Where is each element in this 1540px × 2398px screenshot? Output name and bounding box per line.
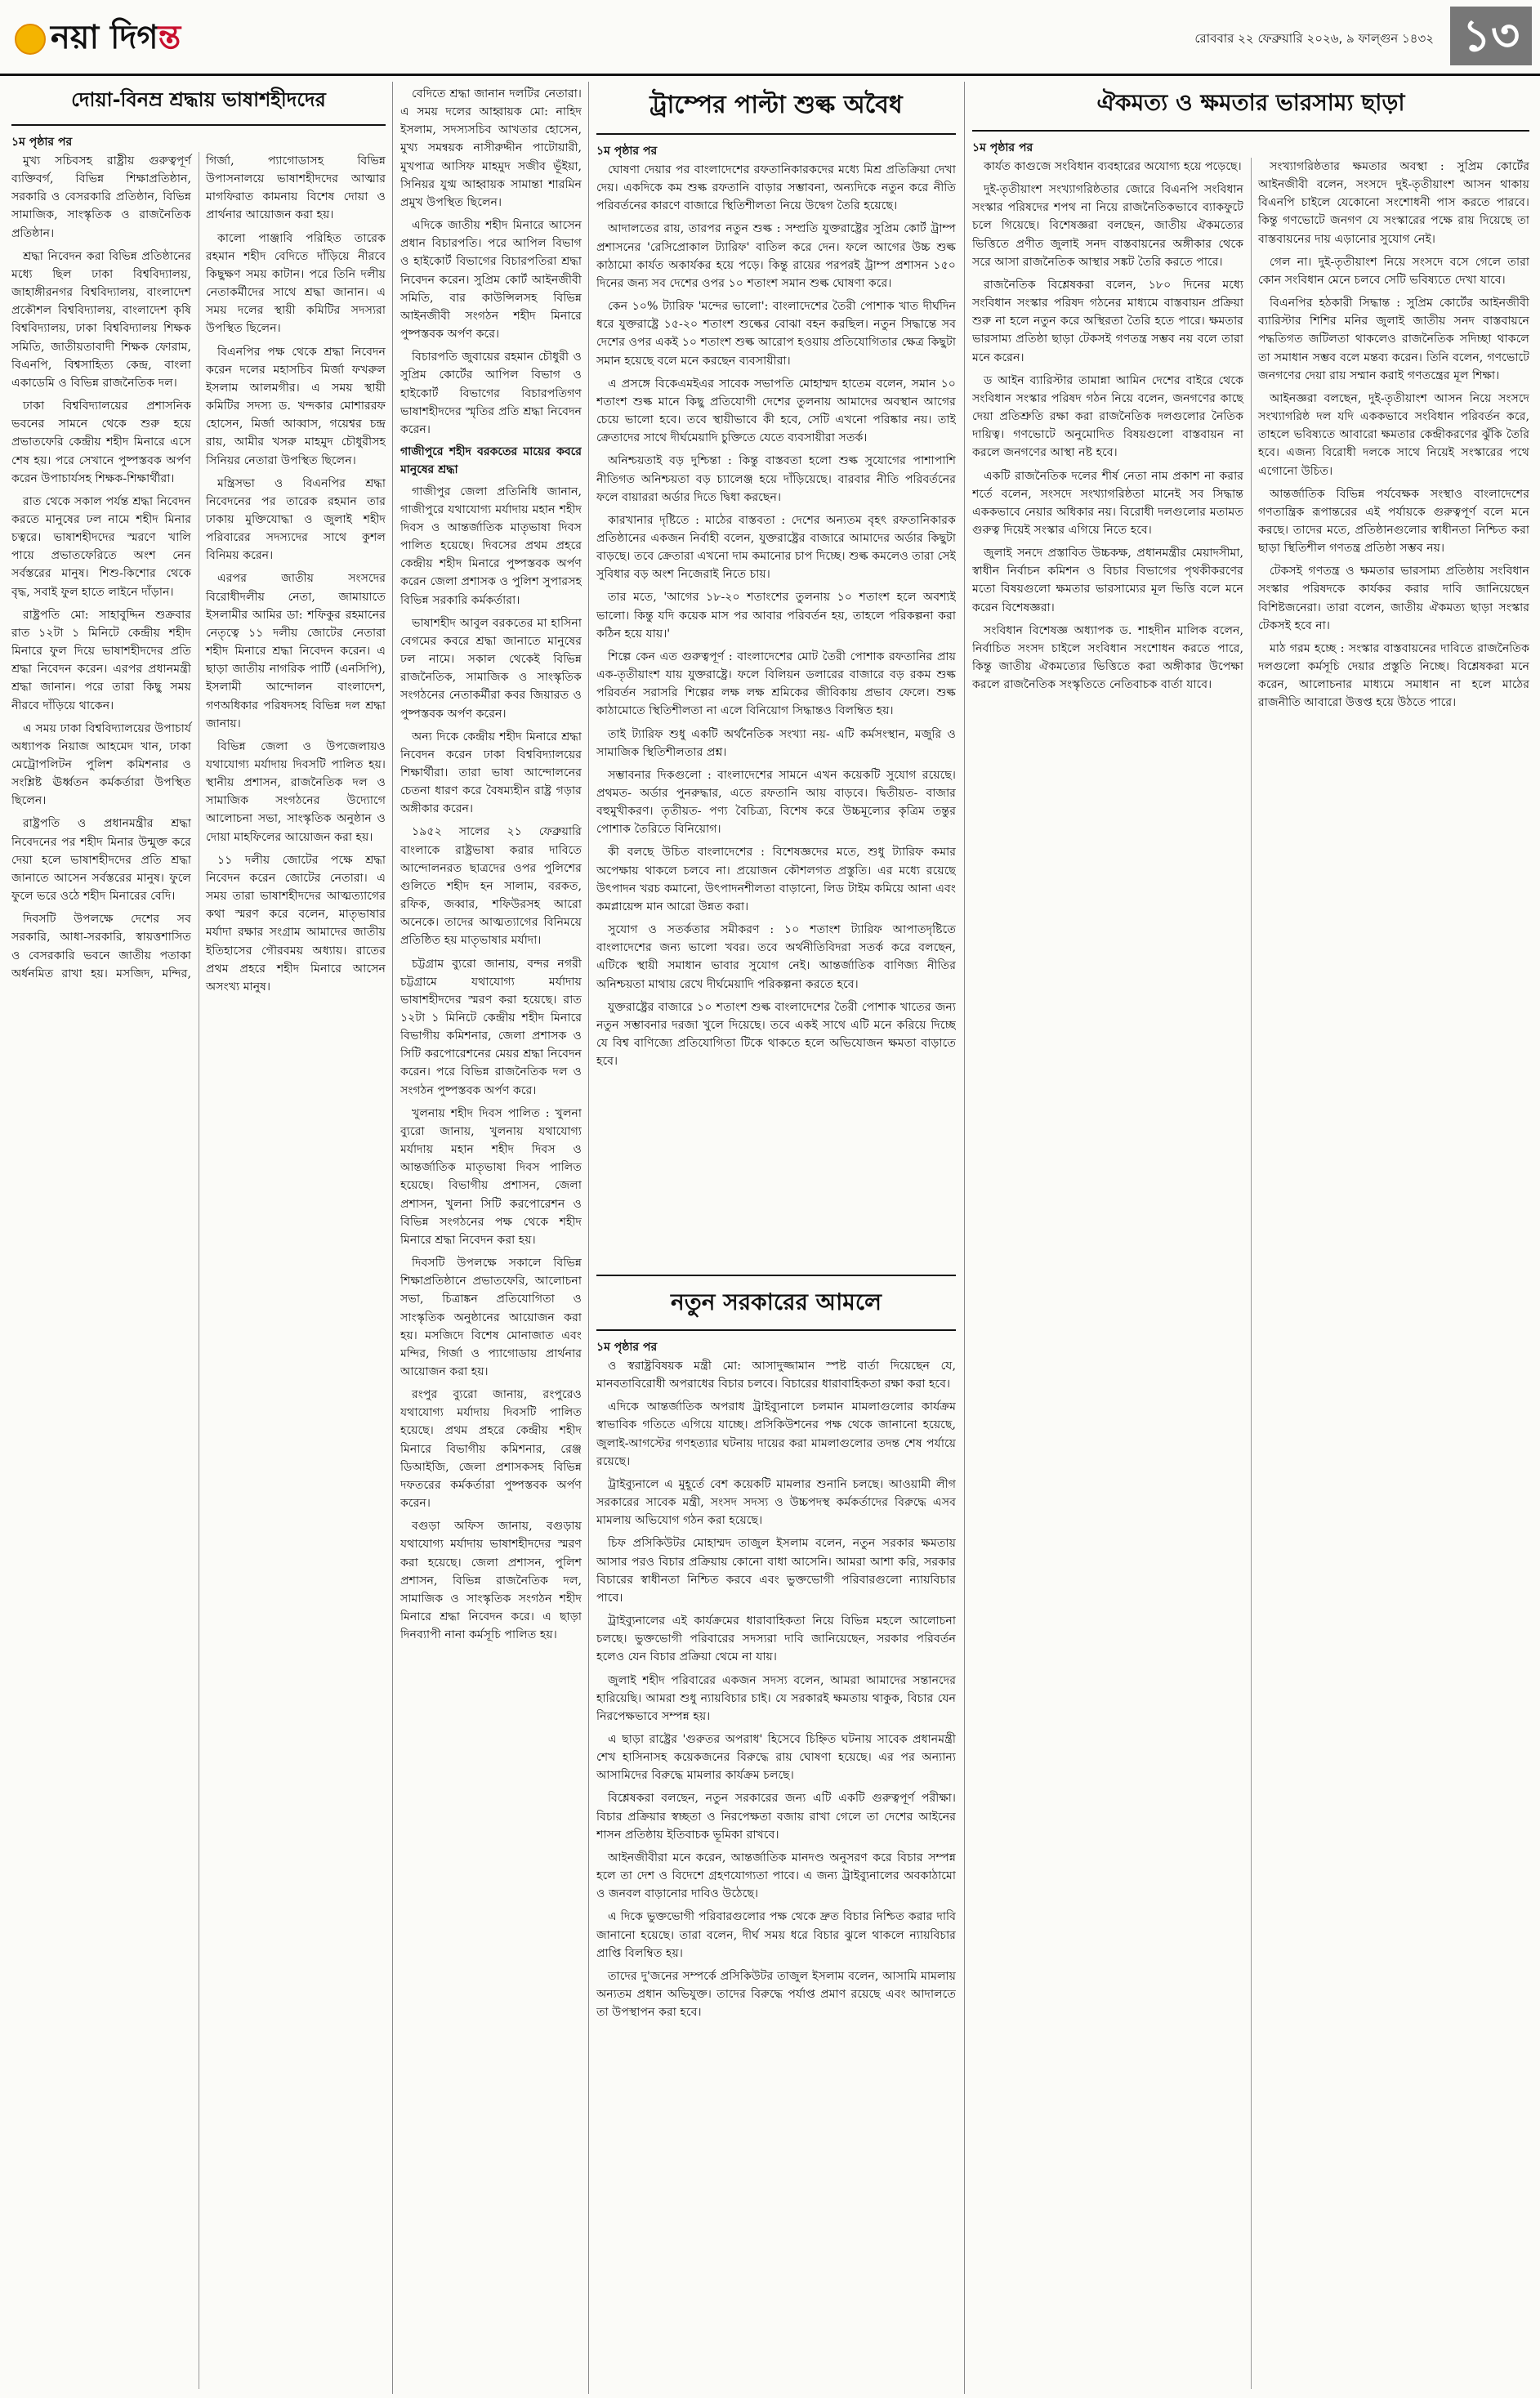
paragraph: আন্তর্জাতিক বিভিন্ন পর্যবেক্ষক সংস্থাও বাংলাদেশের গণতান্ত্রিক রূপান্তরের এই পর্যায়কে গুরুত্বপূর্ণ বলে মনে করছে। তাদের মতে, প্রতিষ্ঠানগুলোর স্বাধীনতা নিশ্চিত করা ছাড়া স্থিতিশীল গণতন্ত্র প্রতিষ্ঠা সম্ভব নয়। [1258,487,1529,556]
paragraph: অনিশ্চয়তাই বড় দুশ্চিন্তা : কিন্তু বাস্তবতা হলো শুল্ক সুযোগের পাশাপাশি নীতিগত অনিশ্চয়তা বড় চ্যালেঞ্জ হয়ে দাঁড়িয়েছে। বারবার নীতি পরিবর্তনের ফলে বায়াররা অর্ডার দিতে দ্বিধা করছেন। [596,454,956,504]
paragraph: রাষ্ট্রপতি মো: সাহাবুদ্দিন শুক্রবার রাত ১২টা ১ মিনিটে কেন্দ্রীয় শহীদ মিনারে ফুল দিয়ে ভাষাশহীদদের প্রতি শ্রদ্ধা নিবেদন করেন। এরপর প্রধানমন্ত্রী শ্রদ্ধা জানান। পরে তারা কিছু সময় নীরবে দাঁড়িয়ে থাকেন। [11,608,191,712]
paragraph: ১৯৫২ সালের ২১ ফেব্রুয়ারি বাংলাকে রাষ্ট্রভাষা করার দাবিতে আন্দোলনরত ছাত্রদের ওপর পুলিশের গুলিতে শহীদ হন সালাম, বরকত, রফিক, জব্বার, শফিউরসহ আরো অনেকে। তাদের আত্মত্যাগের বিনিময়ে প্রতিষ্ঠিত হয় মাতৃভাষার মর্যাদা। [400,825,582,948]
continued-label: ১ম পৃষ্ঠার পর [596,1341,658,1354]
paragraph: রাষ্ট্রপতি ও প্রধানমন্ত্রীর শ্রদ্ধা নিবেদনের পর শহীদ মিনার উন্মুক্ত করে দেয়া হলে ভাষাশহীদদের প্রতি শ্রদ্ধা জানাতে আসেন সর্বস্তরের মানুষ। ফুলে ফুলে ভরে ওঠে শহীদ মিনারের বেদি। [11,817,191,904]
article-body [400,85,582,2385]
paragraph: শিল্পে কেন এত গুরুত্বপূর্ণ : বাংলাদেশের মোট তৈরী পোশাক রফতানির প্রায় এক-তৃতীয়াংশ যায় যুক্তরাষ্ট্রে। ফলে বিলিয়ন ডলারের বাজারে বড় রকম শুল্ক পরিবর্তন সরাসরি শিল্পের লক্ষ লক্ষ শ্রমিকের জীবিকায় প্রভাব ফেলে। শুল্ক কাঠামোতে স্থিতিশীলতা না এলে বিনিয়োগ সিদ্ধান্তও বিলম্বিত হয়। [596,650,956,718]
paragraph: এ ছাড়া রাষ্ট্রের 'গুরুতর অপরাধ' হিসেবে চিহ্নিত ঘটনায় সাবেক প্রধানমন্ত্রী শেখ হাসিনাসহ কয়েকজনের বিরুদ্ধে রায় ঘোষণা হয়েছে। এর পর অন্যান্য আসামিদের বিরুদ্ধে মামলার কার্যক্রম চলছে। [596,1732,956,1783]
paragraph: ড আইন ব্যারিস্টার তামান্না আমিন দেশের বাইরে থেকে সংবিধান সংস্কার পরিষদ গঠন নিয়ে বলেন, জনগণের কাছে দেয়া প্রতিশ্রুতি রক্ষা করা রাজনৈতিক দলগুলোর নৈতিক দায়িত্ব। গণভোটে অনুমোদিত বিষয়গুলো বাস্তবায়ন না করলে জনগণের আস্থা নষ্ট হবে। [972,373,1243,460]
paragraph: আদালতের রায়, তারপর নতুন শুল্ক : সম্প্রতি যুক্তরাষ্ট্রের সুপ্রিম কোর্ট ট্রাম্প প্রশাসনের 'রেসিপ্রোকাল ট্যারিফ' বাতিল করে দেন। ফলে আগের উচ্চ শুল্ক কাঠামো কার্যত অকার্যকর হয়ে পড়ে। কিন্তু রায়ের পরপরই ট্রাম্প প্রশাসন ১৫০ দিনের জন্য সব দেশের ওপর ১০ শতাংশ সমান শুল্ক ঘোষণা করে। [596,222,956,290]
paragraph: যুক্তরাষ্ট্রের বাজারে ১০ শতাংশ শুল্ক বাংলাদেশের তৈরী পোশাক খাতের জন্য নতুন সম্ভাবনার দরজা খুলে দিয়েছে। তবে একই সাথে এটি মনে করিয়ে দিচ্ছে যে বিশ্ব বাণিজ্যে প্রতিযোগিতা টিকে থাকতে হলে অভিযোজন ক্ষমতা বাড়াতে হবে। [596,1000,956,1069]
paragraph: এ দিকে ভুক্তভোগী পরিবারগুলোর পক্ষ থেকে দ্রুত বিচার নিশ্চিত করার দাবি জানানো হয়েছে। তারা বলেন, দীর্ঘ সময় ধরে বিচার ঝুলে থাকলে ন্যায়বিচার প্রাপ্তি বিলম্বিত হয়। [596,1910,956,1960]
paragraph: রংপুর ব্যুরো জানায়, রংপুরেও যথাযোগ্য মর্যাদায় দিবসটি পালিত হয়েছে। প্রথম প্রহরে কেন্দ্রীয় শহীদ মিনারে বিভাগীয় কমিশনার, রেঞ্জ ডিআইজি, জেলা প্রশাসকসহ বিভিন্ন দফতরের কর্মকর্তারা পুষ্পস্তবক অর্পণ করেন। [400,1388,582,1511]
paragraph: এরপর জাতীয় সংসদের বিরোধীদলীয় নেতা, জামায়াতে ইসলামীর আমির ডা: শফিকুর রহমানের নেতৃত্বে ১১ দলীয় জোটের নেতারা শহীদ মিনারে শ্রদ্ধা নিবেদন করেন। এ ছাড়া জাতীয় নাগরিক পার্টি (এনসিপি), ইসলামী আন্দোলন বাংলাদেশ, গণঅধিকার পরিষদসহ বিভিন্ন দল শ্রদ্ধা জানায়। [206,572,386,730]
article-body [596,161,956,1268]
paragraph: মন্ত্রিসভা ও বিএনপির শ্রদ্ধা নিবেদনের পর তারেক রহমান তার ঢাকায় মুক্তিযোদ্ধা ও জুলাই শহীদ পরিবারের সদস্যদের সাথে কুশল বিনিময় করেন। [206,476,386,563]
headline: ট্রাম্পের পাল্টা শুল্ক অবৈধ [596,85,956,135]
paragraph: তাদের দু'জনের সম্পর্কে প্রসিকিউটর তাজুল ইসলাম বলেন, আসামি মামলায় অন্যতম প্রধান অভিযুক্ত। তাদের বিরুদ্ধে পর্যাপ্ত প্রমাণ রয়েছে এবং আদালতে তা উপস্থাপন করা হবে। [596,1969,956,2020]
paragraph: সুযোগ ও সতর্কতার সমীকরণ : ১০ শতাংশ ট্যারিফ আপাতদৃষ্টিতে বাংলাদেশের জন্য ভালো খবর। তবে অর্থনীতিবিদরা সতর্ক করে বলছেন, এটিকে স্থায়ী সমাধান ভাবার সুযোগ নেই। আন্তর্জাতিক বাণিজ্য নীতির অনিশ্চয়তা মাথায় রেখে দীর্ঘমেয়াদি পরিকল্পনা করতে হবে। [596,923,956,991]
headline: নতুন সরকারের আমলে [596,1284,956,1331]
continued-label: ১ম পৃষ্ঠার পর [596,145,658,158]
paragraph: বগুড়া অফিস জানায়, বগুড়ায় যথাযোগ্য মর্যাদায় ভাষাশহীদদের স্মরণ করা হয়েছে। জেলা প্রশাসন, পুলিশ প্রশাসন, বিভিন্ন রাজনৈতিক দল, সামাজিক ও সাংস্কৃতিক সংগঠন শহীদ মিনারে শ্রদ্ধা নিবেদন করে। এ ছাড়া দিনব্যাপী নানা কর্মসূচি পালিত হয়। [400,1520,582,1642]
paragraph: ট্রাইব্যুনালের এই কার্যক্রমের ধারাবাহিকতা নিয়ে বিভিন্ন মহলে আলোচনা চলছে। ভুক্তভোগী পরিবারের সদস্যরা দাবি জানিয়েছেন, সরকার পরিবর্তন হলেও যেন বিচার প্রক্রিয়া থেমে না যায়। [596,1614,956,1664]
paragraph: এ প্রসঙ্গে বিকেএমইএর সাবেক সভাপতি মোহাম্মদ হাতেম বলেন, সমান ১০ শতাংশ শুল্ক মানে কিছু প্রতিযোগী দেশের তুলনায় আমাদের অবস্থান আগের চেয়ে ভালো হবে। তবে স্থায়ীভাবে কী হবে, সেটি এখনো পরিষ্কার নয়। তাই ক্রেতাদের সাথে দীর্ঘমেয়াদি চুক্তিতে যেতে ব্যবসায়ীরা সতর্ক। [596,377,956,445]
paragraph: চিফ প্রসিকিউটর মোহাম্মদ তাজুল ইসলাম বলেন, নতুন সরকার ক্ষমতায় আসার পরও বিচার প্রক্রিয়ায় কোনো বাধা আসেনি। আমরা আশা করি, সরকার বিচারের স্বাধীনতা নিশ্চিত করবে এবং ভুক্তভোগী পরিবারগুলো ন্যায়বিচার পাবে। [596,1537,956,1605]
paragraph: ১১ দলীয় জোটের পক্ষে শ্রদ্ধা নিবেদন করেন জোটের নেতারা। এ সময় তারা ভাষাশহীদদের আত্মত্যাগের কথা স্মরণ করে বলেন, মাতৃভাষার মর্যাদা রক্ষার সংগ্রাম আমাদের জাতীয় ইতিহাসের গৌরবময় অধ্যায়। রাতের প্রথম প্রহরে শহীদ মিনারে আসেন অসংখ্য মানুষ। [206,853,386,994]
paragraph: এদিকে জাতীয় শহীদ মিনারে আসেন প্রধান বিচারপতি। পরে আপিল বিভাগ ও হাইকোর্ট বিভাগের বিচারপতিরা শ্রদ্ধা নিবেদন করেন। সুপ্রিম কোর্ট আইনজীবী সমিতি, বার কাউন্সিলসহ বিভিন্ন আইনজীবী সংগঠন শহীদ মিনারে পুষ্পস্তবক অর্পণ করে। [400,219,582,342]
paragraph: বিচারপতি জুবায়ের রহমান চৌধুরী ও সুপ্রিম কোর্টের আপিল বিভাগ ও হাইকোর্ট বিভাগের বিচারপতিগণ ভাষাশহীদদের স্মৃতির প্রতি শ্রদ্ধা নিবেদন করেন। [400,351,582,436]
headline: দোয়া-বিনম্র শ্রদ্ধায় ভাষাশহীদদের [11,85,386,126]
paragraph: কারখানার দৃষ্টিতে : মাঠের বাস্তবতা : দেশের অন্যতম বৃহৎ রফতানিকারক প্রতিষ্ঠানের একজন নির্বাহী বলেন, যুক্তরাষ্ট্রের বাজারে আমাদের অর্ডার কিছুটা বাড়ছে। তবে ক্রেতারা এখনো দাম কমানোর চাপ দিচ্ছে। শুল্ক কমলেও তারা সেই সুবিধার বড় অংশ নিজেরাই নিতে চায়। [596,513,956,582]
paragraph: সংখ্যাগরিষ্ঠতার ক্ষমতার অবস্থা : সুপ্রিম কোর্টের আইনজীবী বলেন, সংসদে দুই-তৃতীয়াংশ আসন থাকায় বিএনপি চাইলে যেকোনো সংশোধনী পাস করতে পারবে। কিন্তু গণভোটে জনগণ যে সংস্কারের পক্ষে রায় দিয়েছে তা বাস্তবায়নের দায় এড়ানোর সুযোগ নেই। [1258,160,1529,246]
paragraph: বিভিন্ন জেলা ও উপজেলায়ও যথাযোগ্য মর্যাদায় দিবসটি পালিত হয়। স্থানীয় প্রশাসন, রাজনৈতিক দল ও সামাজিক সংগঠনের উদ্যোগে আলোচনা সভা, সাংস্কৃতিক অনুষ্ঠান ও দোয়া মাহফিলের আয়োজন করা হয়। [206,739,386,844]
paragraph: টেকসই গণতন্ত্র ও ক্ষমতার ভারসাম্য প্রতিষ্ঠায় সংবিধান সংস্কার পরিষদকে কার্যকর করার দাবি জানিয়েছেন বিশিষ্টজনেরা। তারা বলেন, জাতীয় ঐকমত্য ছাড়া সংস্কার টেকসই হবে না। [1258,565,1529,632]
article-trump-tariffs [596,85,956,1268]
paragraph: বিএনপির পক্ষ থেকে শ্রদ্ধা নিবেদন করেন দলের মহাসচিব মির্জা ফখরুল ইসলাম আলমগীর। এ সময় স্থায়ী কমিটির সদস্য ড. খন্দকার মোশাররফ হোসেন, মির্জা আব্বাস, গয়েশ্বর চন্দ্র রায়, আমীর খসরু মাহমুদ চৌধুরীসহ সিনিয়র নেতারা উপস্থিত ছিলেন। [206,345,386,467]
logo-text-accent: ন্ত [158,19,181,56]
article-body [972,158,1529,2389]
paragraph: জুলাই শহীদ পরিবারের একজন সদস্য বলেন, আমরা আমাদের সন্তানদের হারিয়েছি। আমরা শুধু ন্যায়বিচার চাই। যে সরকারই ক্ষমতায় থাকুক, বিচার যেন নিরপেক্ষভাবে সম্পন্ন হয়। [596,1673,956,1723]
paragraph: ঢাকা বিশ্ববিদ্যালয়ের প্রশাসনিক ভবনের সামনে থেকে শুরু হয়ে প্রভাতফেরি কেন্দ্রীয় শহীদ মিনারে এসে শেষ হয়। পরে সেখানে পুষ্পস্তবক অর্পণ করেন উপাচার্যসহ শিক্ষক-শিক্ষার্থীরা। [11,400,191,485]
section-divider [596,1275,956,1276]
paragraph: মাঠ গরম হচ্ছে : সংস্কার বাস্তবায়নের দাবিতে রাজনৈতিক দলগুলো কর্মসূচি দেয়ার প্রস্তুতি নিচ্ছে। বিশ্লেষকরা মনে করেন, আলোচনার মাধ্যমে সমাধান না হলে মাঠের রাজনীতি আবারো উত্তপ্ত হয়ে উঠতে পারে। [1258,641,1529,710]
page-number: ১৩ [1450,7,1532,65]
paragraph: মুখ্য সচিবসহ রাষ্ট্রীয় গুরুত্বপূর্ণ ব্যক্তিবর্গ, বিভিন্ন শিক্ষাপ্রতিষ্ঠান, সরকারি ও বেসরকারি প্রতিষ্ঠান, বিভিন্ন সামাজিক, সাংস্কৃতিক ও রাজনৈতিক প্রতিষ্ঠান। [11,154,191,240]
paragraph: কেন ১০% ট্যারিফ 'মন্দের ভালো': বাংলাদেশের তৈরী পোশাক খাত দীর্ঘদিন ধরে যুক্তরাষ্ট্রে ১৫-২০ শতাংশ শুল্কের বোঝা বহন করছিল। নতুন সিদ্ধান্তে সব দেশের ওপর একই ১০ শতাংশ শুল্ক আরোপ হওয়ায় প্রতিযোগিতার ক্ষেত্র কিছুটা সমান হয়েছে বলে মনে করছেন ব্যবসায়ীরা। [596,300,956,368]
logo-text-main: নয়া দিগ [51,19,158,56]
paragraph: এদিকে আন্তর্জাতিক অপরাধ ট্রাইব্যুনালে চলমান মামলাগুলোর কার্যক্রম স্বাভাবিক গতিতে এগিয়ে যাচ্ছে। প্রসিকিউশনের পক্ষ থেকে জানানো হয়েছে, জুলাই-আগস্টের গণহত্যার ঘটনায় দায়ের করা মামলাগুলোর তদন্ত শেষ পর্যায়ে রয়েছে। [596,1400,956,1468]
continued-label: ১ম পৃষ্ঠার পর [11,136,73,149]
paragraph: কী বলছে উচিত বাংলাদেশের : বিশেষজ্ঞদের মতে, শুধু ট্যারিফ কমার অপেক্ষায় থাকলে চলবে না। প্রয়োজন কৌশলগত প্রস্তুতি। এর মধ্যে রয়েছে উৎপাদন খরচ কমানো, উৎপাদনশীলতা বাড়ানো, লিড টাইম কমিয়ে আনা এবং কমপ্লায়েন্স মান আরো উন্নত করা। [596,846,956,913]
paragraph: রাজনৈতিক বিশ্লেষকরা বলেন, ১৮০ দিনের মধ্যে সংবিধান সংস্কার পরিষদ গঠনের মাধ্যমে বাস্তবায়ন প্রক্রিয়া শুরু না হলে নতুন করে অস্থিরতা তৈরি হতে পারে। ক্ষমতার ভারসাম্য প্রতিষ্ঠা ছাড়া টেকসই গণতন্ত্র সম্ভব নয় বলে তারা মনে করেন। [972,278,1243,364]
article-language-martyrs [11,85,386,2389]
paragraph: ও স্বরাষ্ট্রবিষয়ক মন্ত্রী মো: আসাদুজ্জামান স্পষ্ট বার্তা দিয়েছেন যে, মানবতাবিরোধী অপরাধের বিচার চলবে। বিচারের ধারাবাহিকতা রক্ষা করা হবে। [596,1360,956,1391]
paragraph: খুলনায় শহীদ দিবস পালিত : খুলনা ব্যুরো জানায়, খুলনায় যথাযোগ্য মর্যাদায় মহান শহীদ দিবস ও আন্তর্জাতিক মাতৃভাষা দিবস পালিত হয়েছে। বিভাগীয় প্রশাসন, জেলা প্রশাসন, খুলনা সিটি করপোরেশন ও বিভিন্ন সংগঠনের পক্ষ থেকে শহীদ মিনারে শ্রদ্ধা নিবেদন করা হয়। [400,1106,582,1247]
article-body [11,152,386,2389]
paragraph: অন্য দিকে কেন্দ্রীয় শহীদ মিনারে শ্রদ্ধা নিবেদন করেন ঢাকা বিশ্ববিদ্যালয়ের শিক্ষার্থীরা। তারা ভাষা আন্দোলনের চেতনা ধারণ করে বৈষম্যহীন রাষ্ট্র গড়ার অঙ্গীকার করেন। [400,730,582,816]
paragraph: ঘোষণা দেয়ার পর বাংলাদেশের রফতানিকারকদের মধ্যে মিশ্র প্রতিক্রিয়া দেখা দেয়। একদিকে কম শুল্ক রফতানি বাড়ার সম্ভাবনা, অন্যদিকে নতুন করে নীতি পরিবর্তনের কারণে বাজারে স্থিতিশীলতা নিয়ে উদ্বেগ তৈরি হয়েছে। [596,163,956,213]
paragraph: দিবসটি উপলক্ষে দেশের সব সরকারি, আধা-সরকারি, স্বায়ত্তশাসিত ও বেসরকারি ভবনে জাতীয় পতাকা অর্ধনমিত রাখা হয়। মসজিদ, মন্দির, গির্জা, প্যাগোডাসহ বিভিন্ন উপাসনালয়ে ভাষাশহীদদের আত্মার মাগফিরাত কামনায় বিশেষ দোয়া ও প্রার্থনার আয়োজন করা হয়। [11,154,386,980]
paragraph: দুই-তৃতীয়াংশ সংখ্যাগরিষ্ঠতার জোরে বিএনপি সংবিধান সংস্কার পরিষদের শপথ না নিয়ে রাজনৈতিকভাবে ব্যাকফুটে চলে গিয়েছে। বিশেষজ্ঞরা বলছেন, জাতীয় ঐকমত্যের ভিত্তিতে প্রণীত জুলাই সনদ বাস্তবায়নের অঙ্গীকার থেকে সরে আসা রাজনৈতিক আস্থার সঙ্কট তৈরি করতে পারে। [972,183,1243,269]
paragraph: আইনজ্ঞরা বলছেন, দুই-তৃতীয়াংশ আসন নিয়ে সংসদে সংখ্যাগরিষ্ঠ দল যদি এককভাবে সংবিধান পরিবর্তন করে, তাহলে ভবিষ্যতে আবারো ক্ষমতার কেন্দ্রীকরণের ঝুঁকি তৈরি হবে। এজন্য বিরোধী দলকে সাথে নিয়েই সংস্কারের পথে এগোনো উচিত। [1258,391,1529,478]
paragraph: একটি রাজনৈতিক দলের শীর্ষ নেতা নাম প্রকাশ না করার শর্তে বলেন, সংসদে সংখ্যাগরিষ্ঠতা মানেই সব সিদ্ধান্ত এককভাবে নেয়ার অধিকার নয়। বিরোধী দলগুলোর মতামত গুরুত্ব দিয়েই সংস্কার এগিয়ে নিতে হবে। [972,469,1243,537]
paragraph: গেল না। দুই-তৃতীয়াংশ নিয়ে সংসদে বসে গেলে তারা কোন সংবিধান মেনে চলবে সেটি ভবিষ্যতে দেখা যাবে। [1258,255,1529,287]
article-consensus-balance [972,85,1529,2389]
paragraph: সংবিধান বিশেষজ্ঞ অধ্যাপক ড. শাহদীন মালিক বলেন, নির্বাচিত সংসদ চাইলে সংবিধান সংশোধন করতে পারে, কিন্তু জাতীয় ঐকমত্যের ভিত্তিতে করা অঙ্গীকার উপেক্ষা করলে রাজনৈতিক সংস্কৃতিতে নেতিবাচক বার্তা যাবে। [972,623,1243,692]
paragraph: চট্টগ্রাম ব্যুরো জানায়, বন্দর নগরী চট্টগ্রামে যথাযোগ্য মর্যাদায় ভাষাশহীদদের স্মরণ করা হয়েছে। রাত ১২টা ১ মিনিটে কেন্দ্রীয় শহীদ মিনারে বিভাগীয় কমিশনার, জেলা প্রশাসক ও সিটি করপোরেশনের মেয়র শ্রদ্ধা নিবেদন করেন। পরে বিভিন্ন রাজনৈতিক দল ও সংগঠন পুষ্পস্তবক অর্পণ করে। [400,957,582,1097]
newspaper-logo [15,11,181,66]
sun-logo-icon [15,24,46,55]
paragraph: জুলাই সনদে প্রস্তাবিত উচ্চকক্ষ, প্রধানমন্ত্রীর মেয়াদসীমা, স্বাধীন নির্বাচন কমিশন ও বিচার বিভাগের পৃথকীকরণের মতো বিষয়গুলো ক্ষমতার ভারসাম্যের মূল ভিত্তি বলে মনে করেন বিশেষজ্ঞরা। [972,547,1243,614]
article-body [596,1357,956,2389]
paragraph: তাই ট্যারিফ শুধু একটি অর্থনৈতিক সংখ্যা নয়- এটি কর্মসংস্থান, মজুরি ও সামাজিক স্থিতিশীলতার প্রশ্ন। [596,727,956,759]
paragraph: রাত থেকে সকাল পর্যন্ত শ্রদ্ধা নিবেদন করতে মানুষের ঢল নামে শহীদ মিনার চত্বরে। ভাষাশহীদদের স্মরণে খালি পায়ে প্রভাতফেরিতে অংশ নেন সর্বস্তরের মানুষ। শিশু-কিশোর থেকে বৃদ্ধ, সবাই ফুল হাতে লাইনে দাঁড়ান। [11,494,191,599]
masthead [0,0,1540,76]
paragraph: গাজীপুর জেলা প্রতিনিধি জানান, গাজীপুরে যথাযোগ্য মর্যাদায় মহান শহীদ দিবস ও আন্তর্জাতিক মাতৃভাষা দিবস পালিত হয়েছে। দিবসের প্রথম প্রহরে কেন্দ্রীয় শহীদ মিনারে পুষ্পস্তবক অর্পণ করেন জেলা প্রশাসক ও পুলিশ সুপারসহ বিভিন্ন সরকারি কর্মকর্তারা। [400,485,582,607]
paragraph: এ সময় ঢাকা বিশ্ববিদ্যালয়ের উপাচার্য অধ্যাপক নিয়াজ আহমেদ খান, ঢাকা মেট্রোপলিটন পুলিশ কমিশনার ও সংশ্লিষ্ট ঊর্ধ্বতন কর্মকর্তারা উপস্থিত ছিলেন। [11,721,191,808]
paragraph: বেদিতে শ্রদ্ধা জানান দলটির নেতারা। এ সময় দলের আহ্বায়ক মো: নাহিদ ইসলাম, সদস্যসচিব আখতার হোসেন, মুখ্য সমন্বয়ক নাসীরুদ্দীন পাটোয়ারী, মুখপাত্র আসিফ মাহমুদ সজীব ভূঁইয়া, সিনিয়র যুগ্ম আহ্বায়ক সামান্তা শারমিন প্রমুখ উপস্থিত ছিলেন। [400,87,582,209]
column-divider [964,82,965,2394]
article-new-government [596,1284,956,2389]
date-line: রোববার ২২ ফেব্রুয়ারি ২০২৬, ৯ ফাল্গুন ১৪৩২ [1194,31,1434,46]
column-divider [588,82,589,2394]
headline: ঐকমত্য ও ক্ষমতার ভারসাম্য ছাড়া [972,85,1529,132]
paragraph: কার্যত কাগুজে সংবিধান ব্যবহারের অযোগ্য হয়ে পড়েছে। [984,160,1242,173]
paragraph: শ্রদ্ধা নিবেদন করা বিভিন্ন প্রতিষ্ঠানের মধ্যে ছিল ঢাকা বিশ্ববিদ্যালয়, জাহাঙ্গীরনগর বিশ্ববিদ্যালয়, বাংলাদেশ প্রকৌশল বিশ্ববিদ্যালয়, বাংলাদেশ কৃষি বিশ্ববিদ্যালয়, ঢাকা বিশ্ববিদ্যালয় শিক্ষক সমিতি, জাতীয়তাবাদী শিক্ষক ফোরাম, বিএনপি, বিশ্বসাহিত্য কেন্দ্র, বাংলা একাডেমি ও বিভিন্ন রাজনৈতিক দল। [11,249,191,390]
paragraph: বিএনপির হঠকারী সিদ্ধান্ত : সুপ্রিম কোর্টের আইনজীবী ব্যারিস্টার শিশির মনির জুলাই জাতীয় সনদ বাস্তবায়নে পদ্ধতিগত জটিলতা থাকলেও রাজনৈতিক সদিচ্ছা থাকলে তা সমাধান সম্ভব বলে মন্তব্য করেন। তিনি বলেন, গণভোটে জনগণের দেয়া রায় সম্মান করাই গণতন্ত্রের মূল শিক্ষা। [1258,297,1529,382]
paragraph: সম্ভাবনার দিকগুলো : বাংলাদেশের সামনে এখন কয়েকটি সুযোগ রয়েছে। প্রথমত- অর্ডার পুনরুদ্ধার, এতে রফতানি আয় বাড়বে। দ্বিতীয়ত- বাজার বহুমুখীকরণ। তৃতীয়ত- পণ্য বৈচিত্র্য, বিশেষ করে উচ্চমূল্যের কৃত্রিম তন্তুর পোশাক তৈরিতে বিনিয়োগ। [596,768,956,837]
paragraph: আইনজীবীরা মনে করেন, আন্তর্জাতিক মানদণ্ড অনুসরণ করে বিচার সম্পন্ন হলে তা দেশ ও বিদেশে গ্রহণযোগ্যতা পাবে। এ জন্য ট্রাইব্যুনালের অবকাঠামো ও জনবল বাড়ানোর দাবিও উঠেছে। [596,1851,956,1901]
subheading: গাজীপুরে শহীদ বরকতের মায়ের কবরে মানুষের শ্রদ্ধা [400,444,582,476]
paragraph: দিবসটি উপলক্ষে সকালে বিভিন্ন শিক্ষাপ্রতিষ্ঠানে প্রভাতফেরি, আলোচনা সভা, চিত্রাঙ্কন প্রতিযোগিতা ও সাংস্কৃতিক অনুষ্ঠানের আয়োজন করা হয়। মসজিদে বিশেষ মোনাজাত এবং মন্দির, গির্জা ও প্যাগোডায় প্রার্থনার আয়োজন করা হয়। [400,1257,582,1378]
continued-label: ১ম পৃষ্ঠার পর [972,141,1033,154]
column-divider [392,82,393,2394]
paragraph: বিশ্লেষকরা বলছেন, নতুন সরকারের জন্য এটি একটি গুরুত্বপূর্ণ পরীক্ষা। বিচার প্রক্রিয়ার স্বচ্ছতা ও নিরপেক্ষতা বজায় রাখা গেলে তা দেশের আইনের শাসন প্রতিষ্ঠায় ইতিবাচক ভূমিকা রাখবে। [596,1792,956,1842]
article-district-observance [400,85,582,2389]
paragraph: ভাষাশহীদ আবুল বরকতের মা হাসিনা বেগমের কবরে শ্রদ্ধা জানাতে মানুষের ঢল নামে। সকাল থেকেই বিভিন্ন রাজনৈতিক, সামাজিক ও সাংস্কৃতিক সংগঠনের নেতাকর্মীরা কবর জিয়ারত ও পুষ্পস্তবক অর্পণ করেন। [400,616,582,721]
paragraph: ট্রাইব্যুনালে এ মুহূর্তে বেশ কয়েকটি মামলার শুনানি চলছে। আওয়ামী লীগ সরকারের সাবেক মন্ত্রী, সংসদ সদস্য ও উচ্চপদস্থ কর্মকর্তাদের বিরুদ্ধে এসব মামলায় অভিযোগ গঠন করা হয়েছে। [596,1477,956,1528]
paragraph: কালো পাঞ্জাবি পরিহিত তারেক রহমান শহীদ বেদিতে দাঁড়িয়ে নীরবে কিছুক্ষণ সময় কাটান। পরে তিনি দলীয় নেতাকর্মীদের সাথে শ্রদ্ধা জানান। এ সময় দলের স্থায়ী কমিটির সদস্যরা উপস্থিত ছিলেন। [206,231,386,336]
paragraph: তার মতে, 'আগের ১৮-২০ শতাংশের তুলনায় ১০ শতাংশ হলে অবশ্যই ভালো। কিন্তু যদি কয়েক মাস পর আবার পরিবর্তন হয়, তাহলে পরিকল্পনা করা কঠিন হয়ে যায়।' [596,591,956,641]
